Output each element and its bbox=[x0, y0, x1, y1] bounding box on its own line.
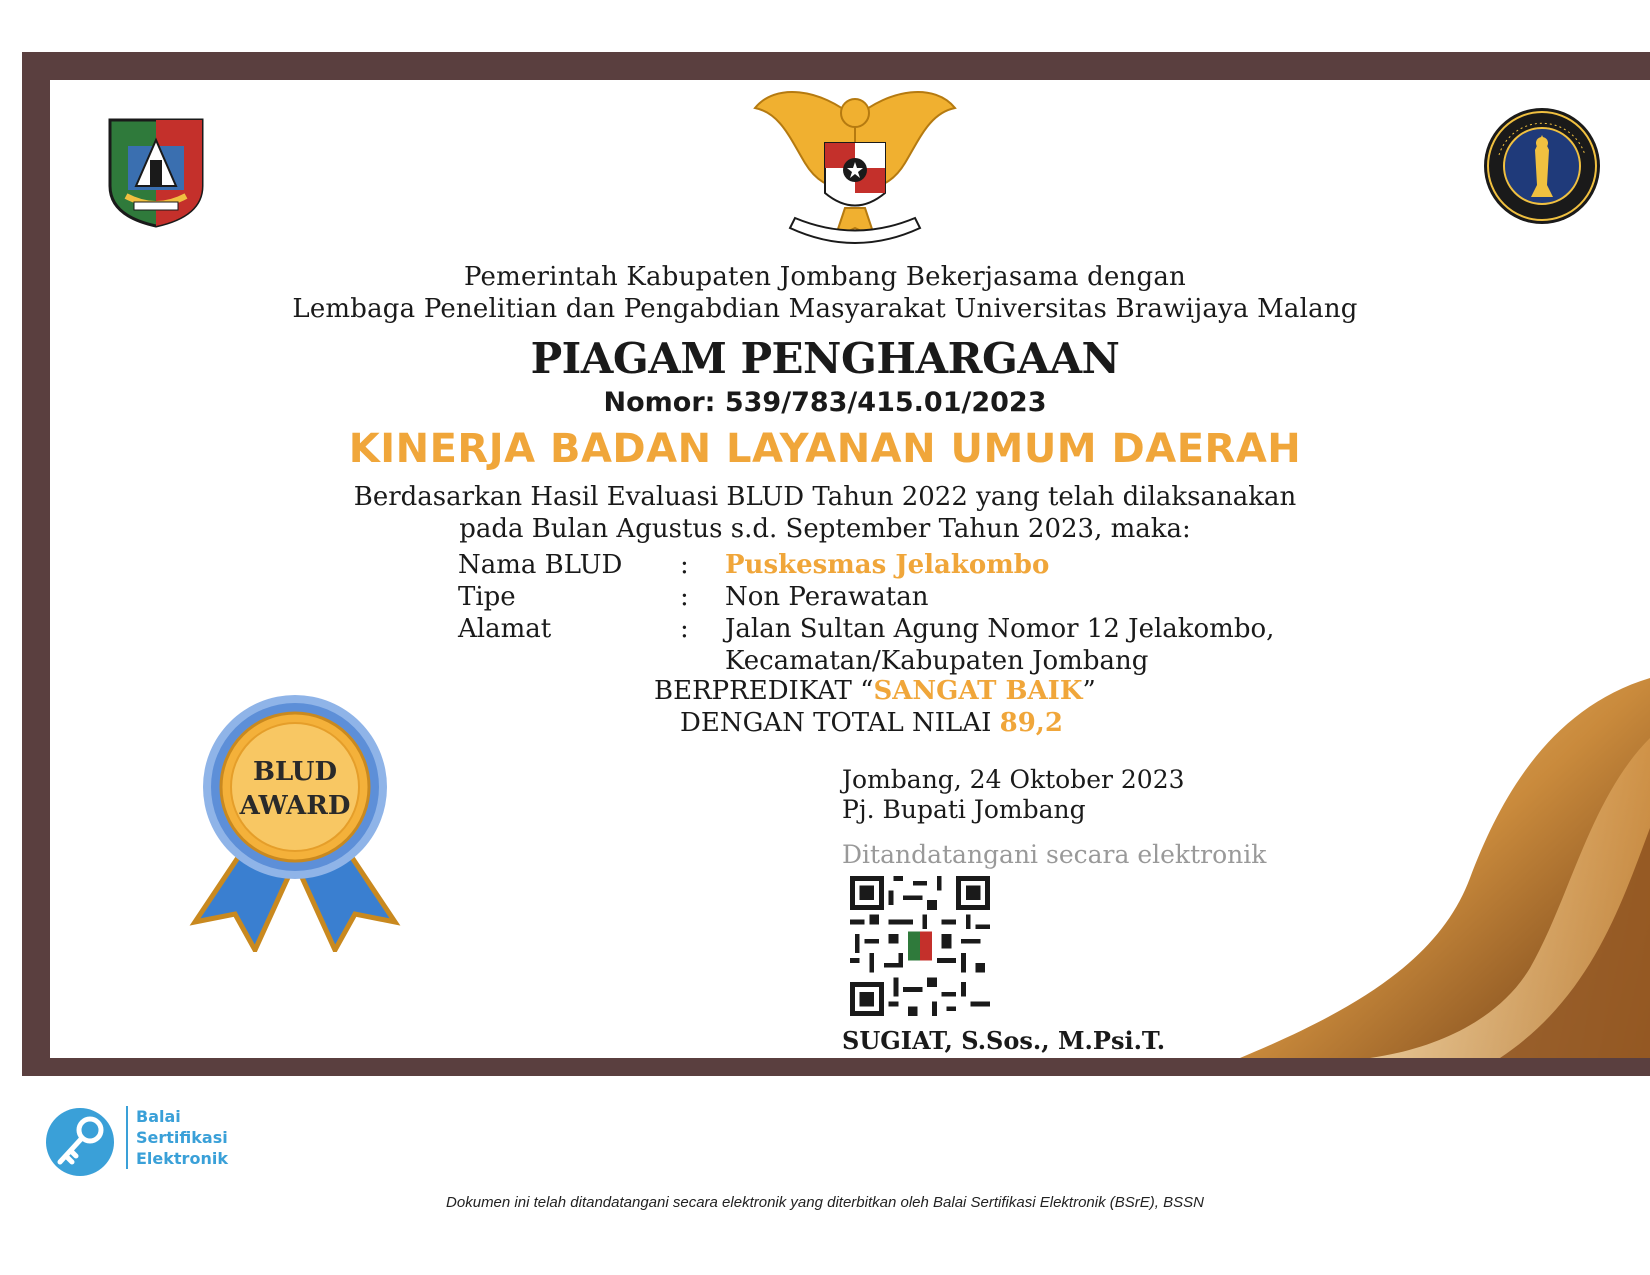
evaluation-line-2: pada Bulan Agustus s.d. September Tahun 2023, maka: bbox=[459, 514, 1191, 544]
badge-line-1: BLUD bbox=[252, 757, 338, 787]
evaluation-line-1: Berdasarkan Hasil Evaluasi BLUD Tahun 2022 yang telah dilaksanakan bbox=[353, 482, 1297, 512]
blud-award-badge bbox=[185, 692, 405, 952]
bsre-line-2: Sertifikasi bbox=[136, 1128, 228, 1147]
certificate-number: Nomor: 539/783/415.01/2023 bbox=[603, 387, 1047, 418]
footer-note: Dokumen ini telah ditandatangani secara elektronik yang diterbitkan oleh Balai Sertifikasi Elektronik (BSrE), BSSN bbox=[446, 1194, 1204, 1211]
tipe-colon: : bbox=[680, 582, 689, 612]
bsre-line-1: Balai bbox=[136, 1107, 181, 1126]
signature-electronic-note: Ditandatangani secara elektronik bbox=[842, 840, 1267, 869]
alamat-line-2: Kecamatan/Kabupaten Jombang bbox=[725, 646, 1149, 676]
tipe-value: Non Perawatan bbox=[725, 582, 929, 612]
nama-blud-colon: : bbox=[680, 550, 689, 580]
bsre-logo-text bbox=[126, 1106, 228, 1169]
jombang-regency-logo bbox=[106, 116, 206, 228]
garuda-pancasila-emblem bbox=[750, 78, 960, 253]
signature-place-date: Jombang, 24 Oktober 2023 bbox=[842, 765, 1185, 794]
alamat-line-1: Jalan Sultan Agung Nomor 12 Jelakombo, bbox=[725, 614, 1275, 644]
predikat-prefix: BERPREDIKAT “ bbox=[654, 676, 874, 706]
alamat-colon: : bbox=[680, 614, 689, 644]
signer-name: SUGIAT, S.Sos., M.Psi.T. bbox=[842, 1026, 1166, 1055]
nama-blud-value: Puskesmas Jelakombo bbox=[725, 550, 1050, 580]
header-line-1: Pemerintah Kabupaten Jombang Bekerjasama dengan bbox=[464, 262, 1186, 292]
total-prefix: DENGAN TOTAL NILAI bbox=[680, 708, 1000, 738]
award-title: KINERJA BADAN LAYANAN UMUM DAERAH bbox=[348, 426, 1302, 472]
predikat-suffix: ” bbox=[1082, 676, 1096, 706]
nama-blud-label: Nama BLUD bbox=[458, 550, 623, 580]
bsre-key-icon bbox=[44, 1106, 116, 1178]
predikat bbox=[654, 676, 1096, 706]
alamat-label: Alamat bbox=[458, 614, 552, 644]
header-line-2: Lembaga Penelitian dan Pengabdian Masyarakat Universitas Brawijaya Malang bbox=[292, 294, 1358, 324]
badge-line-2: AWARD bbox=[239, 791, 351, 821]
predikat-value: SANGAT BAIK bbox=[873, 676, 1083, 706]
qr-code[interactable] bbox=[850, 876, 990, 1016]
bsre-line-3: Elektronik bbox=[136, 1149, 228, 1168]
total-nilai bbox=[680, 708, 1063, 738]
universitas-brawijaya-seal bbox=[1481, 105, 1603, 227]
tipe-label: Tipe bbox=[458, 582, 516, 612]
signature-position: Pj. Bupati Jombang bbox=[842, 795, 1086, 824]
total-value: 89,2 bbox=[999, 708, 1063, 738]
certificate-title: PIAGAM PENGHARGAAN bbox=[530, 334, 1120, 383]
